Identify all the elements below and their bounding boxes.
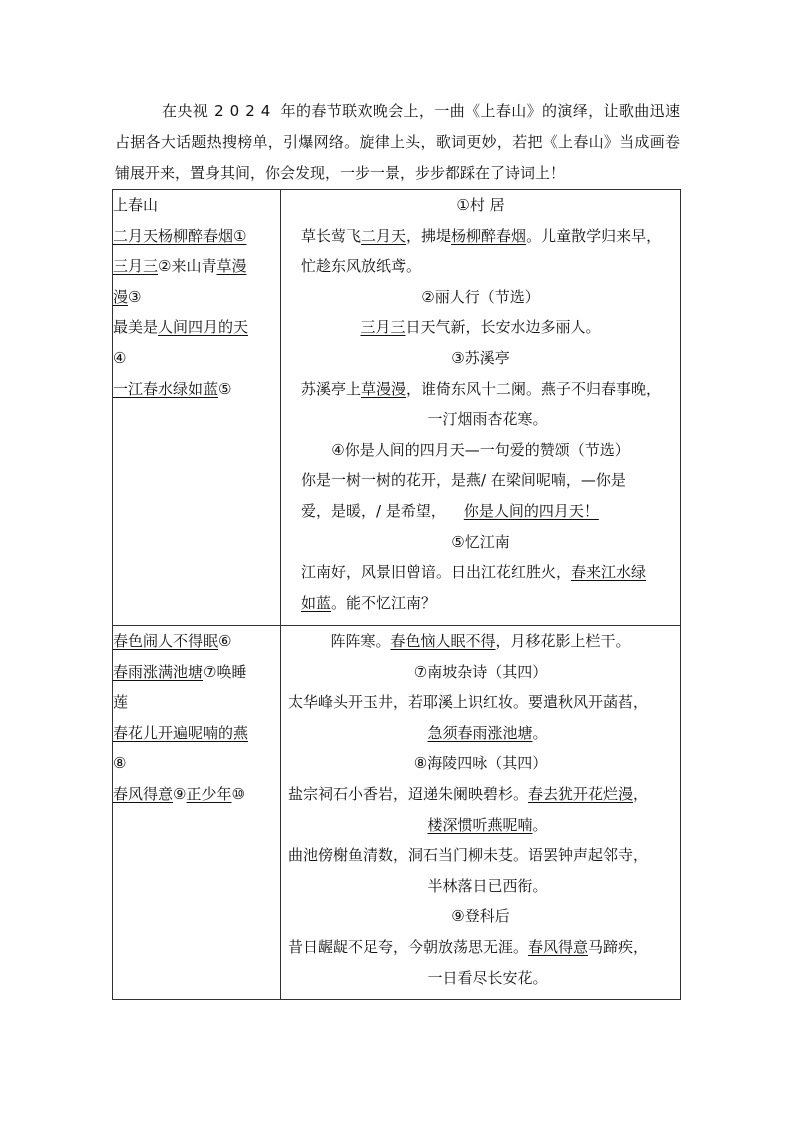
poem-line (281, 557, 680, 588)
text-span: 。 (532, 815, 548, 834)
text-span: ⑦唤睡 (203, 662, 247, 681)
text-span: ，月移花影上栏干。 (495, 632, 631, 650)
poem-line (281, 932, 680, 963)
text-span: 。儿童散学归来早， (526, 226, 662, 245)
lyric-line (113, 312, 280, 343)
underlined-text: 二月天杨柳醉春烟① (113, 226, 247, 245)
text-span: ②来山青 (158, 257, 217, 276)
intro-paragraph (115, 96, 680, 189)
poem-line (281, 810, 680, 841)
poems-cell (281, 626, 681, 1000)
underlined-text: 春花儿开遍呢喃的燕 (113, 723, 249, 742)
lyric-line (113, 779, 280, 810)
lyric-line (113, 282, 280, 313)
text-span: ③ (128, 287, 142, 306)
text-span: 盐宗祠石小香岩，迢递朱阑映碧杉。 (288, 784, 529, 803)
poem-title: ⑨登科后 (451, 907, 510, 926)
underlined-text: 春色恼人眠不得 (390, 632, 496, 650)
poem-line (281, 221, 680, 252)
poems-cell (281, 190, 681, 626)
lyric-line (113, 626, 280, 657)
poem-title: ②丽人行（节选） (421, 287, 540, 306)
text-span: ，拂堤 (406, 226, 452, 245)
underlined-text: 急须春雨涨池塘 (427, 723, 533, 742)
poem-title: ⑤忆江南 (451, 532, 510, 551)
underlined-text: 春去犹开花烂漫 (528, 784, 634, 803)
underlined-text: 草漫 (216, 257, 247, 276)
intro-text-rest: 年的春节联欢晚会上，一曲《上春山》的演绎，让歌曲迅速占据各大话题热搜榜单，引爆网络。旋律上头，歌词更妙，若把《上春山》当成画卷铺展开来，置身其间，你会发现，一步一景，步步都踩在了诗词上！ (115, 102, 680, 182)
lyric-line (113, 718, 280, 749)
text-span: 爱，是暖，/ 是希望， (301, 501, 446, 520)
underlined-text: 如蓝 (301, 593, 332, 612)
poem-line (281, 626, 680, 657)
poem-line: 太华峰头开玉井，若耶溪上识红妆。要遣秋风开菡萏， (288, 693, 649, 712)
text-span: 。 (532, 723, 548, 742)
song-title: 上春山 (113, 196, 159, 214)
poem-line (281, 779, 680, 810)
lyric-line: ⑧ (113, 754, 127, 773)
lyric-line (113, 657, 280, 688)
poem-line (281, 588, 680, 619)
lyric-line (113, 374, 280, 405)
text-span: ， (633, 784, 649, 803)
lyrics-cell (113, 626, 281, 1000)
poem-title: ④你是人间的四月天—一句爱的赞颂（节选） (331, 440, 630, 459)
poem-title: ①村 居 (456, 196, 505, 214)
underlined-text: 杨柳醉春烟 (451, 226, 527, 245)
lyric-line (113, 251, 280, 282)
underlined-text: 你是人间的四月天！ (463, 501, 599, 520)
text-span: 江南好，风景旧曾谙。日出江花红胜火， (301, 563, 572, 582)
poem-title: ③苏溪亭 (451, 348, 510, 367)
lyrics-poems-table (112, 189, 681, 1000)
table-row (113, 626, 681, 1000)
text-span: 苏溪亭上 (301, 379, 362, 398)
lyric-line: ④ (113, 348, 127, 367)
text-span: 最美是 (113, 318, 159, 337)
underlined-text: 春来江水绿 (571, 563, 647, 582)
text-span: 马蹄疾， (588, 937, 649, 956)
poem-line (281, 718, 680, 749)
lyrics-cell (113, 190, 281, 626)
underlined-text: 春风得意 (113, 784, 174, 803)
text-span: ，谁倚东风十二阑。燕子不归春事晚， (406, 379, 662, 398)
poem-line: 曲池傍榭鱼清数，洞石当门柳未芟。语罢钟声起邻寺， (288, 846, 649, 865)
underlined-text: 草漫漫 (361, 379, 407, 398)
underlined-text: 春色闹人不得眠 (113, 632, 219, 650)
underlined-text: 二月天 (361, 226, 407, 245)
poem-line (281, 496, 680, 527)
underlined-text: 一江春水绿如蓝 (113, 379, 219, 398)
text-span: ⑥ (218, 632, 232, 650)
poem-title: ⑧海陵四咏（其四） (413, 754, 548, 773)
table-row (113, 190, 681, 626)
underlined-text: 春风得意 (528, 937, 589, 956)
text-span: ⑩ (231, 784, 245, 803)
text-span: ⑤ (218, 379, 232, 398)
poem-line: 半林落日已西衔。 (427, 876, 548, 895)
poem-line: 你是一树一树的花开，是燕/ 在梁间呢喃，—你是 (301, 471, 626, 490)
text-span: 。能不忆江南？ (331, 593, 437, 612)
text-span: 草长莺飞 (301, 226, 362, 245)
underlined-text: 人间四月的天 (158, 318, 249, 337)
poem-line (281, 374, 680, 405)
text-span: ⑨ (173, 784, 187, 803)
poem-line (281, 312, 680, 343)
poem-line: 一汀烟雨杏花寒。 (427, 410, 548, 429)
intro-text-start: 在央视 (162, 102, 209, 120)
lyric-line (113, 221, 280, 252)
poem-line: 一日看尽长安花。 (427, 968, 548, 987)
poem-line: 忙趁东风放纸鸢。 (301, 257, 422, 276)
text-span: 昔日龌龊不足夸，今朝放荡思无涯。 (288, 937, 529, 956)
poem-title: ⑦南坡杂诗（其四） (413, 662, 548, 681)
text-span: 日天气新，长安水边多丽人。 (405, 318, 601, 337)
underlined-text: 三月三 (360, 318, 406, 337)
underlined-text: 三月三 (113, 257, 159, 276)
text-span: 阵阵寒。 (330, 632, 391, 650)
underlined-text: 楼深惯听燕呢喃 (427, 815, 533, 834)
underlined-text: 正少年 (186, 784, 232, 803)
underlined-text: 漫 (113, 287, 129, 306)
underlined-text: 春雨涨满池塘 (113, 662, 204, 681)
lyric-line: 莲 (113, 693, 129, 712)
intro-year: 2024 (214, 102, 277, 120)
